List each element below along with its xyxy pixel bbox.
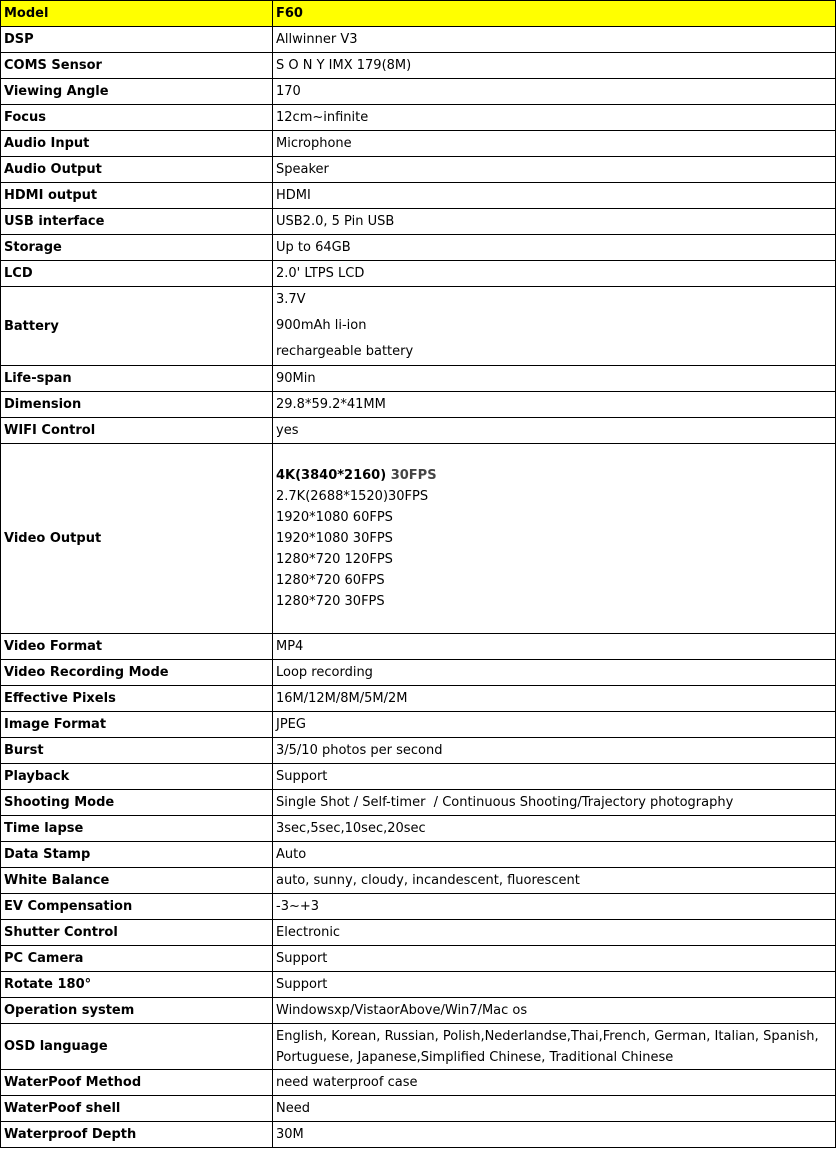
header-key: Model: [1, 1, 273, 27]
row-key: Image Format: [1, 712, 273, 738]
row-key: WaterPoof shell: [1, 1096, 273, 1122]
table-row: [1, 261, 836, 287]
video-line: 2.7K(2688*1520)30FPS: [276, 489, 429, 504]
row-value: MP4: [273, 634, 836, 660]
row-key: White Balance: [1, 868, 273, 894]
row-key: LCD: [1, 261, 273, 287]
video-4k-fps: 30FPS: [390, 468, 437, 483]
table-row: [1, 972, 836, 998]
video-4k-resolution: 4K(3840*2160): [276, 468, 387, 483]
osd-language-values: [273, 1024, 836, 1070]
video-line: 1280*720 30FPS: [276, 594, 385, 609]
video-line: 1920*1080 60FPS: [276, 510, 393, 525]
table-row-battery: [1, 287, 836, 366]
row-value: Support: [273, 764, 836, 790]
osd-line: Portuguese, Japanese,Simplified Chinese, Traditional Chinese: [276, 1049, 674, 1065]
table-row: [1, 868, 836, 894]
row-key: WIFI Control: [1, 418, 273, 444]
table-row: [1, 738, 836, 764]
row-value: S O N Y IMX 179(8M): [273, 53, 836, 79]
row-value: Auto: [273, 842, 836, 868]
row-key: Shutter Control: [1, 920, 273, 946]
row-key: Waterproof Depth: [1, 1122, 273, 1148]
table-row: [1, 209, 836, 235]
video-output-values: [273, 444, 836, 634]
row-value: Allwinner V3: [273, 27, 836, 53]
row-key: Video Format: [1, 634, 273, 660]
row-value: JPEG: [273, 712, 836, 738]
row-key: Operation system: [1, 998, 273, 1024]
osd-line: English, Korean, Russian, Polish,Nederlandse,Thai,French, German, Italian, Spanish,: [276, 1028, 819, 1044]
row-key: DSP: [1, 27, 273, 53]
row-value: HDMI: [273, 183, 836, 209]
row-value: yes: [273, 418, 836, 444]
row-key: PC Camera: [1, 946, 273, 972]
row-value: 3/5/10 photos per second: [273, 738, 836, 764]
table-row: [1, 366, 836, 392]
row-value: Support: [273, 972, 836, 998]
row-key: USB interface: [1, 209, 273, 235]
row-key: Focus: [1, 105, 273, 131]
table-row: [1, 920, 836, 946]
table-row: [1, 235, 836, 261]
row-key: Effective Pixels: [1, 686, 273, 712]
row-key: Playback: [1, 764, 273, 790]
row-value: 12cm~infinite: [273, 105, 836, 131]
row-value: Up to 64GB: [273, 235, 836, 261]
table-row: [1, 790, 836, 816]
table-row: [1, 842, 836, 868]
row-value: 16M/12M/8M/5M/2M: [273, 686, 836, 712]
row-key: HDMI output: [1, 183, 273, 209]
row-value: 29.8*59.2*41MM: [273, 392, 836, 418]
table-row: [1, 686, 836, 712]
row-key: WaterPoof Method: [1, 1070, 273, 1096]
table-row: [1, 1122, 836, 1148]
row-key: Dimension: [1, 392, 273, 418]
row-value: 90Min: [273, 366, 836, 392]
table-row: [1, 1070, 836, 1096]
table-row: [1, 53, 836, 79]
row-key: Data Stamp: [1, 842, 273, 868]
video-line-4k: [276, 465, 832, 486]
row-value: need waterproof case: [273, 1070, 836, 1096]
table-row: [1, 946, 836, 972]
row-value: auto, sunny, cloudy, incandescent, fluorescent: [273, 868, 836, 894]
row-key: Battery: [1, 287, 273, 366]
table-row: [1, 418, 836, 444]
table-row: [1, 634, 836, 660]
table-row: [1, 105, 836, 131]
table-row-osd-language: [1, 1024, 836, 1070]
row-key: Video Output: [1, 444, 273, 634]
row-value: -3~+3: [273, 894, 836, 920]
row-key: Time lapse: [1, 816, 273, 842]
table-row: [1, 998, 836, 1024]
row-key: Life-span: [1, 366, 273, 392]
row-value: Loop recording: [273, 660, 836, 686]
header-value: F60: [273, 1, 836, 27]
table-row: [1, 79, 836, 105]
row-key: Audio Input: [1, 131, 273, 157]
row-value: Speaker: [273, 157, 836, 183]
row-value: Electronic: [273, 920, 836, 946]
row-key: OSD language: [1, 1024, 273, 1070]
table-row: [1, 392, 836, 418]
table-header-row: [1, 1, 836, 27]
video-line: 1920*1080 30FPS: [276, 531, 393, 546]
row-value: Need: [273, 1096, 836, 1122]
table-row: [1, 816, 836, 842]
battery-values: [273, 287, 836, 366]
table-row: [1, 157, 836, 183]
row-key: Video Recording Mode: [1, 660, 273, 686]
table-row: [1, 183, 836, 209]
row-value: Single Shot / Self-timer / Continuous Shooting/Trajectory photography: [273, 790, 836, 816]
row-key: COMS Sensor: [1, 53, 273, 79]
row-value: 3sec,5sec,10sec,20sec: [273, 816, 836, 842]
row-key: Viewing Angle: [1, 79, 273, 105]
video-line: 1280*720 60FPS: [276, 573, 385, 588]
row-key: Shooting Mode: [1, 790, 273, 816]
row-value: USB2.0, 5 Pin USB: [273, 209, 836, 235]
table-row: [1, 660, 836, 686]
table-row: [1, 131, 836, 157]
row-value: Windowsxp/VistaorAbove/Win7/Mac os: [273, 998, 836, 1024]
row-key: Audio Output: [1, 157, 273, 183]
row-key: Rotate 180°: [1, 972, 273, 998]
row-key: Burst: [1, 738, 273, 764]
battery-line: 3.7V: [276, 292, 306, 307]
battery-line: rechargeable battery: [276, 344, 414, 359]
row-value: Microphone: [273, 131, 836, 157]
row-value: Support: [273, 946, 836, 972]
row-value: 2.0' LTPS LCD: [273, 261, 836, 287]
table-row: [1, 764, 836, 790]
row-value: 170: [273, 79, 836, 105]
table-row-video-output: [1, 444, 836, 634]
table-row: [1, 894, 836, 920]
table-row: [1, 712, 836, 738]
row-value: 30M: [273, 1122, 836, 1148]
table-row: [1, 1096, 836, 1122]
battery-line: 900mAh li-ion: [276, 318, 367, 333]
row-key: Storage: [1, 235, 273, 261]
row-key: EV Compensation: [1, 894, 273, 920]
video-line: 1280*720 120FPS: [276, 552, 393, 567]
table-row: [1, 27, 836, 53]
